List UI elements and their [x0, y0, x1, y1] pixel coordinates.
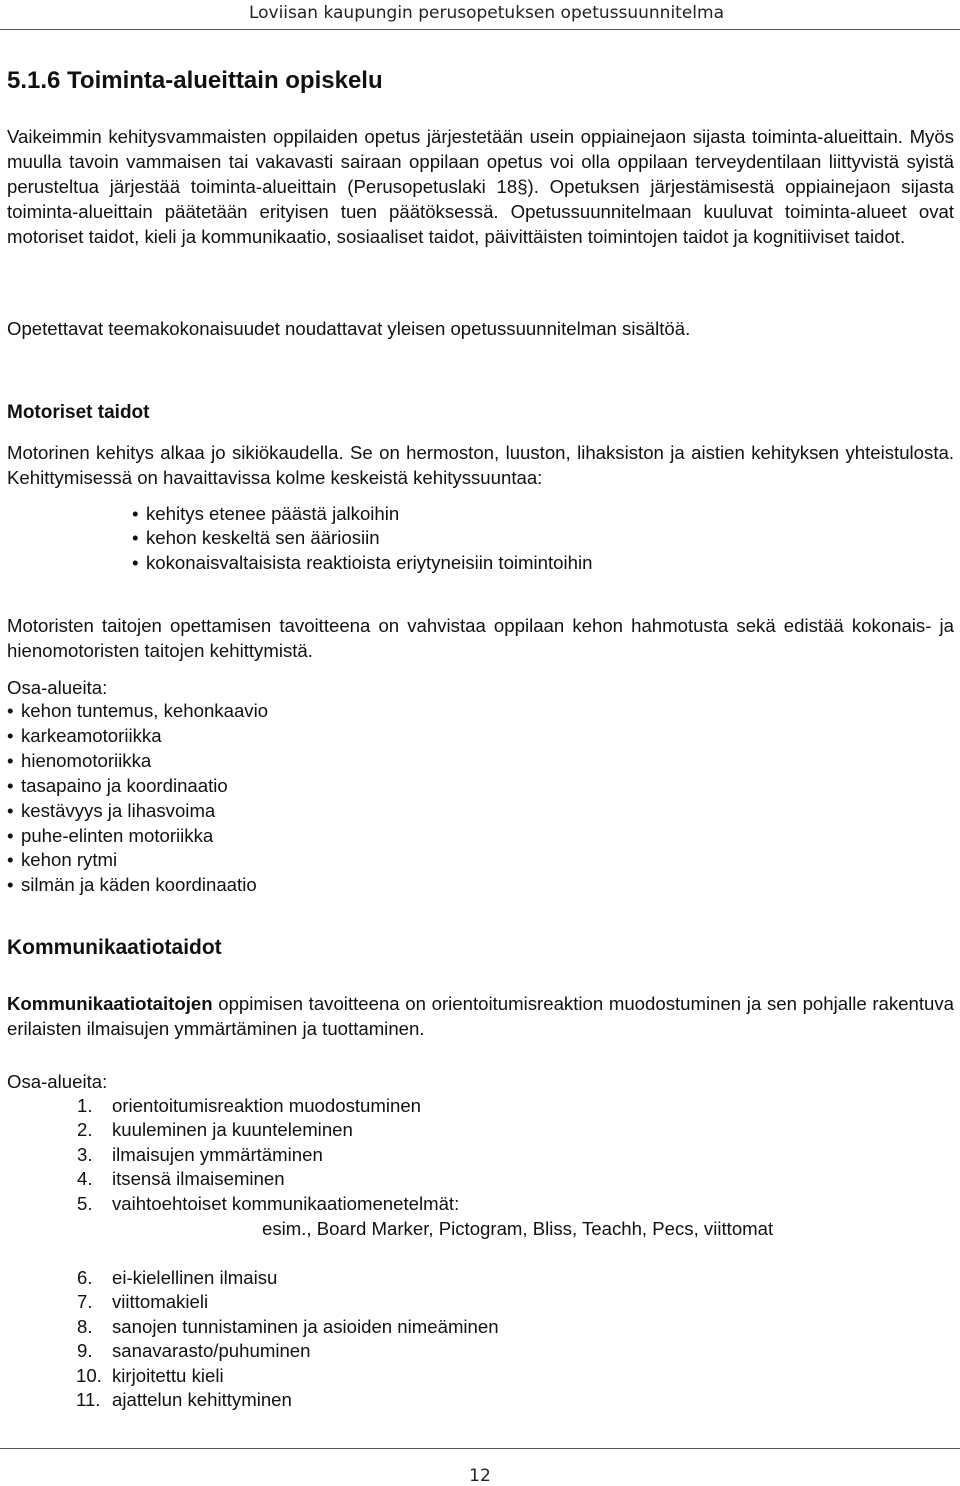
list-number: 8. — [77, 1315, 93, 1337]
footer-divider — [0, 1448, 960, 1449]
list-item: • puhe-elinten motoriikka — [7, 824, 268, 849]
list-number: 2. — [77, 1119, 93, 1141]
list-item — [77, 1118, 459, 1142]
list-item — [77, 1266, 499, 1290]
list-number: 4. — [77, 1168, 93, 1190]
list-text: kuuleminen ja kuunteleminen — [112, 1119, 353, 1141]
list-text: ilmaisujen ymmärtäminen — [112, 1143, 323, 1165]
kommunikaatio-subareas-list-2 — [77, 1266, 499, 1412]
development-directions-list — [132, 502, 592, 575]
list-number: 9. — [77, 1340, 93, 1362]
page-number: 12 — [469, 1466, 491, 1486]
list-item — [77, 1339, 499, 1363]
kommunikaatio-paragraph — [7, 991, 954, 1041]
motoriset-subareas-list — [7, 699, 268, 898]
list-item — [77, 1388, 499, 1412]
list-item — [77, 1143, 459, 1167]
section-title: 5.1.6 Toiminta-alueittain opiskelu — [7, 67, 383, 94]
motoriset-goal-paragraph: Motoristen taitojen opettamisen tavoitteena on vahvistaa oppilaan kehon hahmotusta sekä edistää kokonais- ja hienomotoristen taitojen kehittymistä. — [7, 615, 954, 661]
page-header — [0, 0, 960, 28]
kommunikaatio-subareas-list — [77, 1094, 459, 1216]
communication-methods-examples: esim., Board Marker, Pictogram, Bliss, Teachh, Pecs, viittomat — [262, 1218, 774, 1239]
list-item: • hienomotoriikka — [7, 749, 268, 774]
list-text: ei-kielellinen ilmaisu — [112, 1267, 278, 1288]
list-item: • kestävyys ja lihasvoima — [7, 799, 268, 824]
list-item: • kehon rytmi — [7, 848, 268, 873]
header-divider — [0, 29, 960, 30]
list-text: ajattelun kehittyminen — [112, 1389, 292, 1411]
kommunikaatio-paragraph-text: oppimisen tavoitteena on orientoitumisreaktion muodostuminen ja sen pohjalle rakentuva erilaisten ilmaisujen ymmärtäminen ja tuottaminen. — [7, 993, 954, 1039]
osa-alueita-label: Osa-alueita: — [7, 677, 108, 698]
list-text: orientoitumisreaktion muodostuminen — [112, 1095, 422, 1116]
list-item — [77, 1290, 499, 1314]
list-item: • kehon keskeltä sen ääriosiin — [132, 526, 592, 550]
list-number: 7. — [77, 1291, 93, 1313]
intro-paragraph-2: Opetettavat teemakokonaisuudet noudattavat yleisen opetussuunnitelman sisältöä. — [7, 318, 691, 339]
list-item — [77, 1192, 459, 1216]
intro-paragraph: Vaikeimmin kehitysvammaisten oppilaiden opetus järjestetään usein oppiainejaon sijasta toiminta-alueittain. Myös muulla tavoin vammaisen tai vakavasti sairaan oppilaan opetus voi olla oppilaan terveydentilaan liittyvistä syistä perusteltua järjestää toiminta-alueittain (Perusopetuslaki 18§). Opetuksen järjestämisestä oppiainejaon sijasta toiminta-alueittain päätetään erityisen tuen päätöksessä. Opetussuunnitelmaan kuuluvat toiminta-alueet ovat motoriset taidot, kieli ja kommunikaatio, sosiaaliset taidot, päivittäisten toimintojen taidot ja kognitiiviset taidot. — [7, 126, 954, 247]
kommunikaatio-bold-term: Kommunikaatiotaitojen — [7, 993, 213, 1014]
list-item — [77, 1094, 459, 1118]
list-text: sanavarasto/puhuminen — [112, 1340, 311, 1362]
list-item: • kehon tuntemus, kehonkaavio — [7, 699, 268, 724]
list-text: sanojen tunnistaminen ja asioiden nimeäminen — [112, 1315, 499, 1337]
list-item: • karkeamotoriikka — [7, 724, 268, 749]
list-item — [77, 1315, 499, 1339]
heading-kommunikaatiotaidot: Kommunikaatiotaidot — [7, 936, 222, 959]
list-number: 10. — [76, 1364, 102, 1386]
list-text: viittomakieli — [112, 1291, 209, 1313]
list-number: 3. — [77, 1143, 93, 1165]
osa-alueita-label-2: Osa-alueita: — [7, 1071, 108, 1092]
list-text: vaihtoehtoiset kommunikaatiomenetelmät: — [112, 1192, 460, 1214]
heading-motoriset-taidot: Motoriset taidot — [7, 402, 150, 423]
list-number: 1. — [77, 1095, 93, 1116]
list-item — [77, 1364, 499, 1388]
list-item: • tasapaino ja koordinaatio — [7, 774, 268, 799]
list-number: 5. — [77, 1192, 93, 1214]
list-item: • kokonaisvaltaisista reaktioista eriytyneisiin toimintoihin — [132, 551, 592, 575]
header-title: Loviisan kaupungin perusopetuksen opetussuunnitelma — [248, 3, 724, 23]
list-item: • kehitys etenee päästä jalkoihin — [132, 502, 592, 526]
list-item — [77, 1167, 459, 1191]
list-item: • silmän ja käden koordinaatio — [7, 873, 268, 898]
motoriset-paragraph: Motorinen kehitys alkaa jo sikiökaudella. Se on hermoston, luuston, lihaksiston ja aistien kehityksen yhteistulosta. Kehittymisessä on havaittavissa kolme keskeistä kehityssuuntaa: — [7, 442, 954, 488]
list-text: kirjoitettu kieli — [112, 1364, 224, 1386]
list-text: itsensä ilmaiseminen — [112, 1168, 285, 1190]
list-number: 6. — [77, 1267, 93, 1288]
list-number: 11. — [76, 1389, 101, 1411]
